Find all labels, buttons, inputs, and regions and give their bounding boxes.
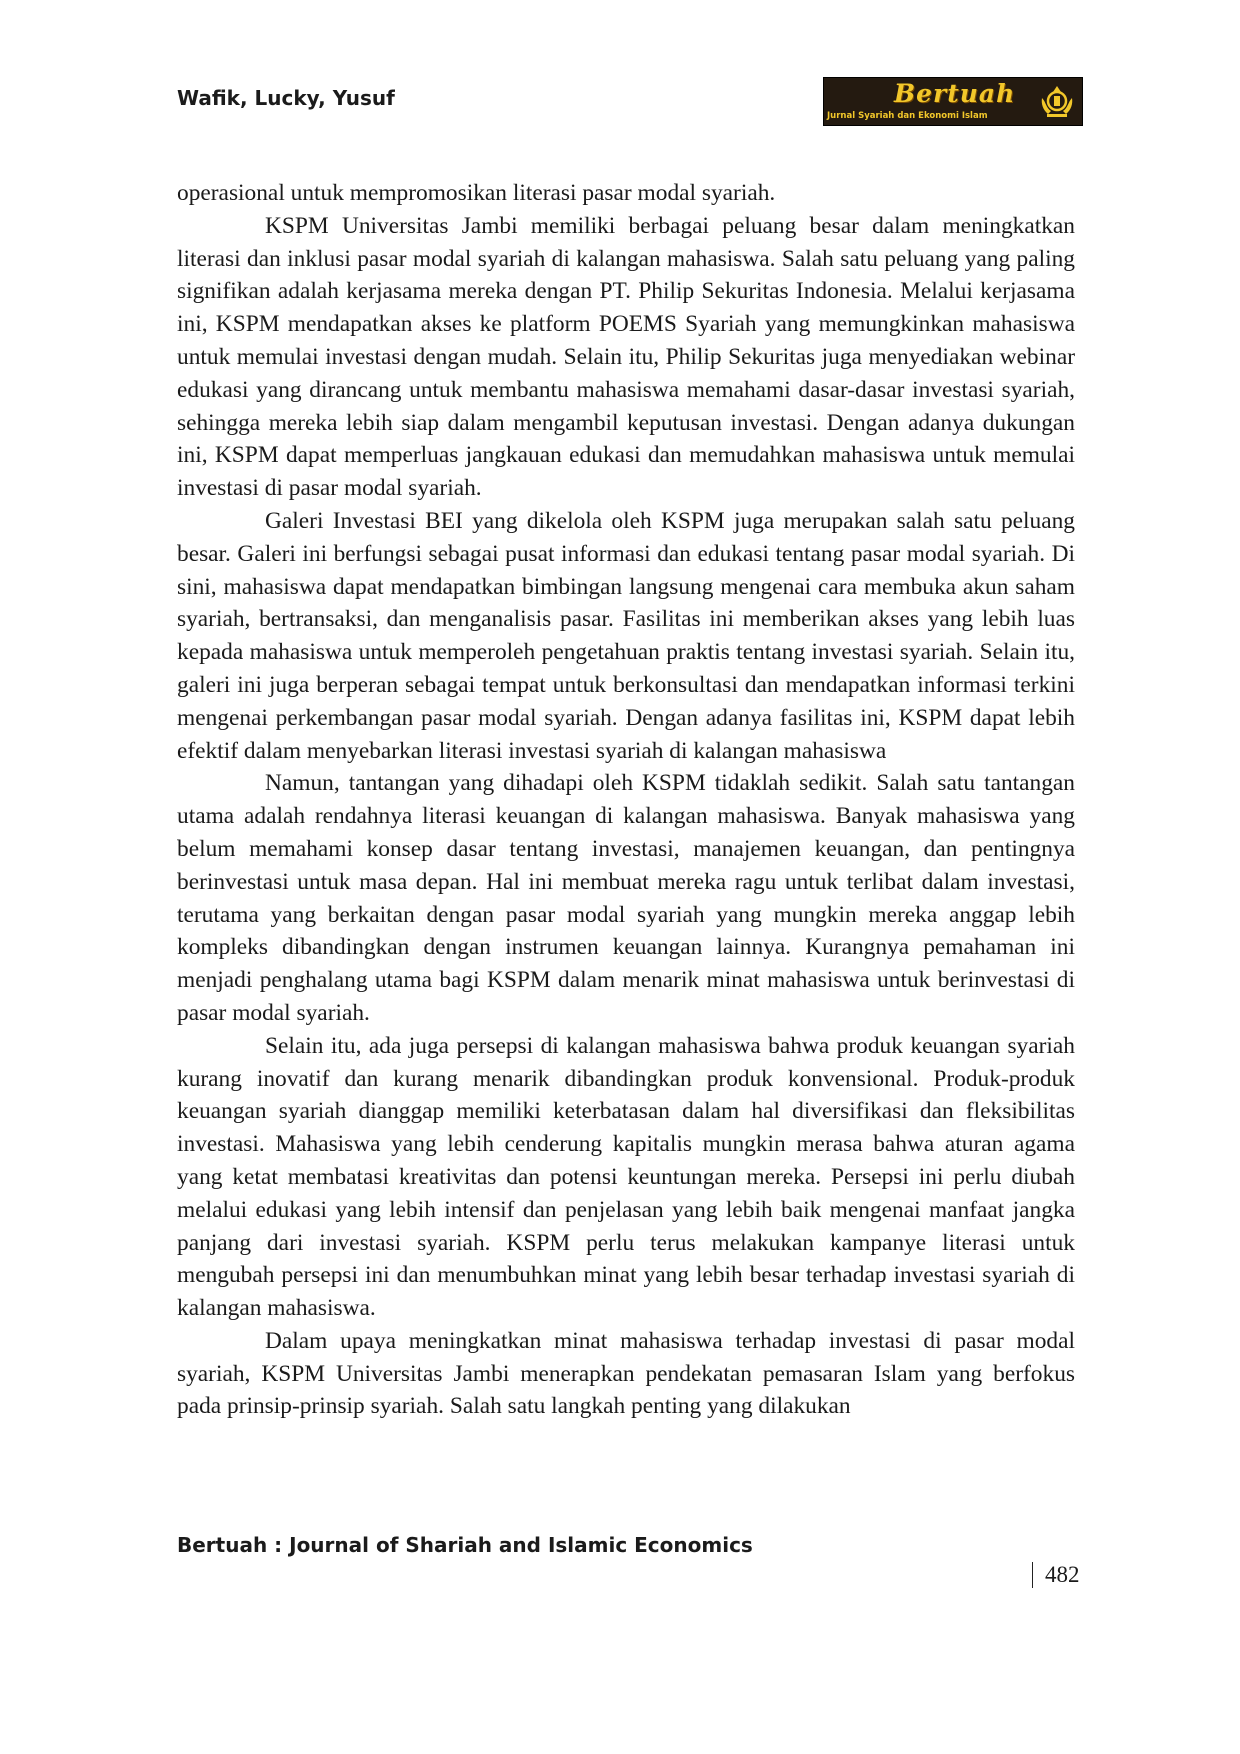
paragraph-islamic-marketing: Dalam upaya meningkatkan minat mahasiswa terhadap investasi di pasar modal syariah, KSPM Universitas Jambi menerapkan pendekatan pemasaran Islam yang berfokus pada prinsip-prinsip syariah. Salah satu langkah penting yang dilakukan: [177, 1327, 1075, 1420]
paragraph-challenges: Namun, tantangan yang dihadapi oleh KSPM tidaklah sedikit. Salah satu tantangan utama adalah rendahnya literasi keuangan di kalangan mahasiswa. Banyak mahasiswa yang belum memahami konsep dasar tentang investasi, manajemen keuangan, dan pentingnya berinvestasi untuk masa depan. Hal ini membuat mereka ragu untuk terlibat dalam investasi, terutama yang berkaitan dengan pasar modal syariah yang mungkin mereka anggap lebih kompleks dibandingkan dengan instrumen keuangan lainnya. Kurangnya pemahaman ini menjadi penghalang utama bagi KSPM dalam menarik minat mahasiswa untuk berinvestasi di pasar modal syariah.: [177, 770, 1075, 1026]
paragraph-perception: Selain itu, ada juga persepsi di kalangan mahasiswa bahwa produk keuangan syariah kurang inovatif dan kurang menarik dibandingkan produk konvensional. Produk-produk keuangan syariah dianggap memiliki keterbatasan dalam hal diversifikasi dan fleksibilitas investasi. Mahasiswa yang lebih cenderung kapitalis mungkin merasa bahwa aturan agama yang ketat membatasi kreativitas dan potensi keuntungan mereka. Persepsi ini perlu diubah melalui edukasi yang lebih intensif dan penjelasan yang lebih baik mengenai manfaat jangka panjang dari investasi syariah. KSPM perlu terus melakukan kampanye literasi untuk mengubah persepsi ini dan menumbuhkan minat yang lebih besar terhadap investasi syariah di kalangan mahasiswa.: [177, 1032, 1075, 1322]
page-number: 482: [1045, 1562, 1080, 1587]
journal-logo: [823, 77, 1083, 126]
logo-title: Bertuah: [894, 79, 1016, 108]
journal-footer-title: Bertuah : Journal of Shariah and Islamic Economics: [177, 1533, 753, 1557]
article-body: [177, 177, 1075, 1423]
running-head-authors: Wafik, Lucky, Yusuf: [177, 86, 395, 110]
paragraph-continuation: operasional untuk mempromosikan literasi pasar modal syariah.: [177, 180, 776, 206]
logo-subtitle: Jurnal Syariah dan Ekonomi Islam: [827, 111, 988, 121]
page-number-divider: [1032, 1562, 1033, 1588]
page-number-block: [1032, 1560, 1080, 1590]
paragraph-opportunities: KSPM Universitas Jambi memiliki berbagai peluang besar dalam meningkatkan literasi dan inklusi pasar modal syariah di kalangan mahasiswa. Salah satu peluang yang paling signifikan adalah kerjasama mereka dengan PT. Philip Sekuritas Indonesia. Melalui kerjasama ini, KSPM mendapatkan akses ke platform POEMS Syariah yang memungkinkan mahasiswa untuk memulai investasi dengan mudah. Selain itu, Philip Sekuritas juga menyediakan webinar edukasi yang dirancang untuk membantu mahasiswa memahami dasar-dasar investasi syariah, sehingga mereka lebih siap dalam mengambil keputusan investasi. Dengan adanya dukungan ini, KSPM dapat memperluas jangkauan edukasi dan memudahkan mahasiswa untuk memulai investasi di pasar modal syariah.: [177, 212, 1075, 502]
paragraph-investment-gallery: Galeri Investasi BEI yang dikelola oleh KSPM juga merupakan salah satu peluang besar. Galeri ini berfungsi sebagai pusat informasi dan edukasi tentang pasar modal syariah. Di sini, mahasiswa dapat mendapatkan bimbingan langsung mengenai cara membuka akun saham syariah, bertransaksi, dan menganalisis pasar. Fasilitas ini memberikan akses yang lebih luas kepada mahasiswa untuk memperoleh pengetahuan praktis tentang investasi syariah. Selain itu, galeri ini juga berperan sebagai tempat untuk berkonsultasi dan mendapatkan informasi terkini mengenai perkembangan pasar modal syariah. Dengan adanya fasilitas ini, KSPM dapat lebih efektif dalam menyebarkan literasi investasi syariah di kalangan mahasiswa: [177, 507, 1075, 764]
institution-seal-icon: [1038, 84, 1076, 120]
